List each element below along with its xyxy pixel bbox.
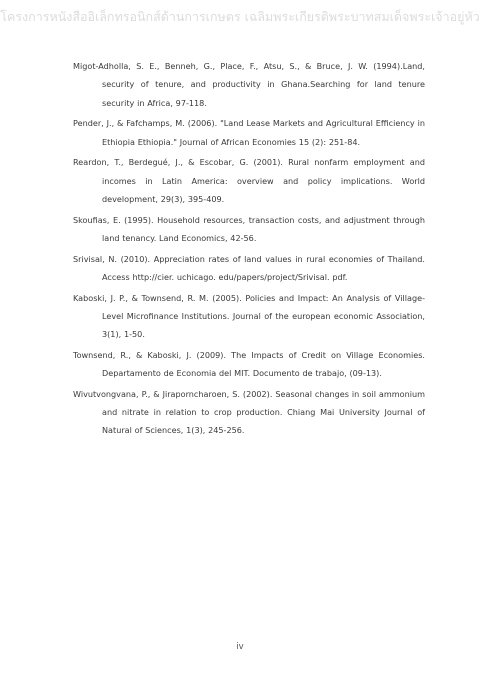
- reference-item: Reardon, T., Berdegué, J., & Escobar, G. (2001). Rural nonfarm employment and incomes in Latin America: overview and policy implications. World development, 29(3), 395-409.: [73, 157, 425, 204]
- page-number: iv: [236, 642, 244, 652]
- reference-item: Townsend, R., & Kaboski, J. (2009). The Impacts of Credit on Village Economies. Departamento de Economia del MIT. Documento de trabajo, (09-13).: [73, 349, 425, 379]
- reference-item: Srivisal, N. (2010). Appreciation rates of land values in rural economies of Thailand. Access http://cier. uchicago. edu/papers/project/Srivisal. pdf.: [73, 253, 425, 282]
- header-watermark: โครงการหนังสืออิเล็กทรอนิกส์ด้านการเกษตร เฉลิมพระเกียรติพระบาทสมเด็จพระเจ้าอยู่หัว: [0, 9, 480, 24]
- reference-item: Migot-Adholla, S. E., Benneh, G., Place, F., Atsu, S., & Bruce, J. W. (1994).Land, security of tenure, and productivity in Ghana.Searching for land tenure security in Africa, 97-118.: [73, 61, 425, 108]
- reference-item: Pender, J., & Fafchamps, M. (2006). "Land Lease Markets and Agricultural Efficiency in Ethiopia Ethiopia." Journal of African Economies 15 (2): 251-84.: [73, 118, 425, 147]
- reference-item: Wivutvongvana, P., & Jiraporncharoen, S. (2002). Seasonal changes in soil ammonium and nitrate in relation to crop production. Chiang Mai University Journal of Natural of Sciences, 1(3), 245-256.: [73, 388, 425, 436]
- reference-list: [73, 57, 425, 442]
- reference-item: Kaboski, J. P., & Townsend, R. M. (2005). Policies and Impact: An Analysis of Village‐Level Microfinance Institutions. Journal of the european economic Association, 3(1), 1-50.: [73, 292, 425, 340]
- reference-item: Skoufias, E. (1995). Household resources, transaction costs, and adjustment through land tenancy. Land Economics, 42-56.: [73, 214, 425, 243]
